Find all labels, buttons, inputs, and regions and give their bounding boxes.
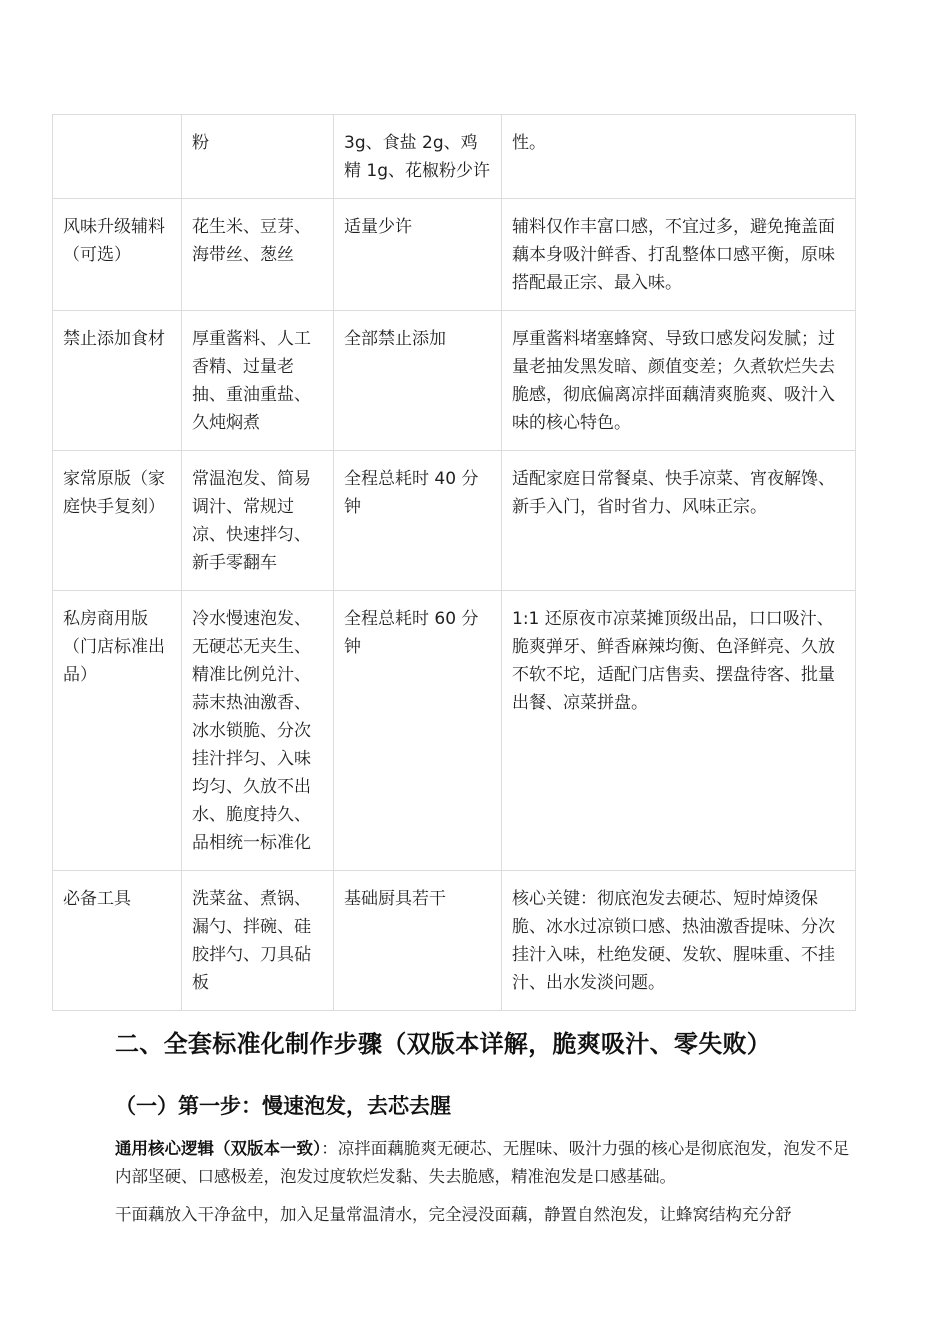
recipe-table — [52, 114, 856, 1011]
row-label-cell: 禁止添加食材 — [53, 311, 182, 451]
table-row — [53, 451, 856, 591]
row-label-cell: 私房商用版（门店标准出品） — [53, 591, 182, 871]
ingredient-cell: 花生米、豆芽、海带丝、葱丝 — [182, 199, 334, 311]
table-row — [53, 311, 856, 451]
table-row — [53, 871, 856, 1011]
row-label-cell — [53, 115, 182, 199]
note-cell: 辅料仅作丰富口感，不宜过多，避免掩盖面藕本身吸汁鲜香、打乱整体口感平衡，原味搭配最正宗、最入味。 — [502, 199, 856, 311]
amount-cell: 适量少许 — [334, 199, 502, 311]
amount-cell: 全程总耗时 60 分钟 — [334, 591, 502, 871]
note-cell: 适配家庭日常餐桌、快手凉菜、宵夜解馋、新手入门，省时省力、风味正宗。 — [502, 451, 856, 591]
row-label-cell: 家常原版（家庭快手复刻） — [53, 451, 182, 591]
ingredient-cell: 洗菜盆、煮锅、漏勺、拌碗、硅胶拌勺、刀具砧板 — [182, 871, 334, 1011]
amount-cell: 全程总耗时 40 分钟 — [334, 451, 502, 591]
note-cell: 核心关键：彻底泡发去硬芯、短时焯烫保脆、冰水过凉锁口感、热油激香提味、分次挂汁入味，杜绝发硬、发软、腥味重、不挂汁、出水发淡问题。 — [502, 871, 856, 1011]
row-label-cell: 必备工具 — [53, 871, 182, 1011]
amount-cell: 全部禁止添加 — [334, 311, 502, 451]
table-row — [53, 199, 856, 311]
ingredient-cell: 厚重酱料、人工香精、过量老抽、重油重盐、久炖焖煮 — [182, 311, 334, 451]
paragraph-core-logic — [115, 1135, 855, 1191]
ingredient-cell: 粉 — [182, 115, 334, 199]
table-row — [53, 115, 856, 199]
ingredient-cell: 冷水慢速泡发、无硬芯无夹生、精准比例兑汁、蒜末热油激香、冰水锁脆、分次挂汁拌匀、入味均匀、久放不出水、脆度持久、品相统一标准化 — [182, 591, 334, 871]
note-cell: 厚重酱料堵塞蜂窝、导致口感发闷发腻；过量老抽发黑发暗、颜值变差；久煮软烂失去脆感，彻底偏离凉拌面藕清爽脆爽、吸汁入味的核心特色。 — [502, 311, 856, 451]
table-row — [53, 591, 856, 871]
amount-cell: 3g、食盐 2g、鸡精 1g、花椒粉少许 — [334, 115, 502, 199]
ingredient-cell: 常温泡发、简易调汁、常规过凉、快速拌匀、新手零翻车 — [182, 451, 334, 591]
paragraph-lead: 通用核心逻辑（双版本一致） — [115, 1139, 322, 1158]
paragraph-text: ：凉拌面藕脆爽无硬芯、无腥味、吸汁力强的核心是彻底泡发，泡发不足内部坚硬、口感极差，泡发过度软烂发黏、失去脆感，精准泡发是口感基础。 — [115, 1139, 850, 1186]
note-cell: 1:1 还原夜市凉菜摊顶级出品，口口吸汁、脆爽弹牙、鲜香麻辣均衡、色泽鲜亮、久放不软不坨，适配门店售卖、摆盘待客、批量出餐、凉菜拼盘。 — [502, 591, 856, 871]
note-cell: 性。 — [502, 115, 856, 199]
subsection-heading: （一）第一步：慢速泡发，去芯去腥 — [115, 1094, 451, 1118]
amount-cell: 基础厨具若干 — [334, 871, 502, 1011]
paragraph-soaking: 干面藕放入干净盆中，加入足量常温清水，完全浸没面藕，静置自然泡发，让蜂窝结构充分舒 — [115, 1205, 792, 1224]
row-label-cell: 风味升级辅料（可选） — [53, 199, 182, 311]
section-heading: 二、全套标准化制作步骤（双版本详解，脆爽吸汁、零失败） — [115, 1030, 772, 1058]
